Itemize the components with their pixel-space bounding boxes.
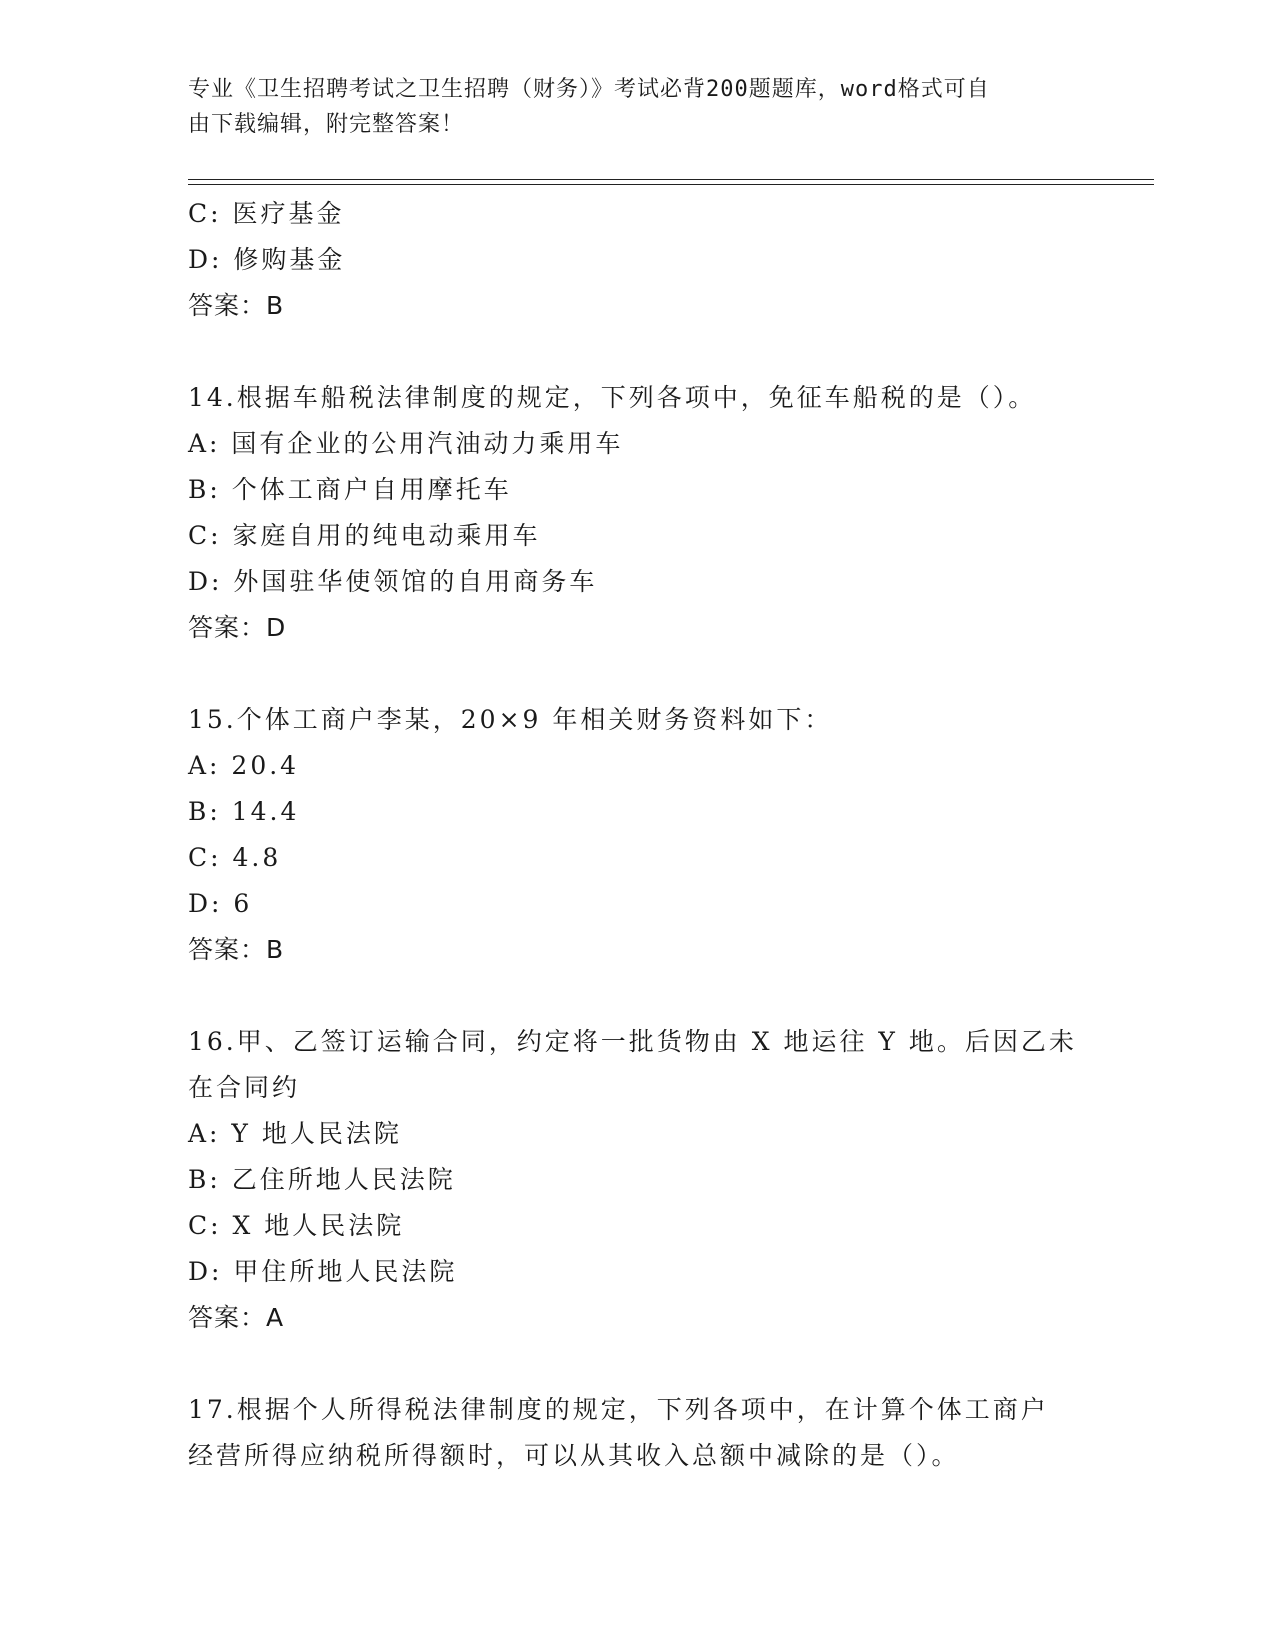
answer: 答案：D [188, 613, 287, 642]
answer: 答案：B [188, 935, 285, 964]
option-b: B: 14.4 [188, 797, 300, 826]
header-line-1: 专业《卫生招聘考试之卫生招聘（财务）》考试必背200题题库，word格式可自 [188, 77, 990, 102]
option-d: D: 甲住所地人民法院 [188, 1257, 458, 1286]
header-line-2: 由下载编辑，附完整答案！ [188, 112, 465, 137]
question-stem-line-1: 16.甲、乙签订运输合同，约定将一批货物由 X 地运往 Y 地。后因乙未 [188, 1027, 1077, 1056]
question-14 [188, 375, 1088, 651]
option-d: D: 修购基金 [188, 245, 346, 274]
question-17 [188, 1387, 1088, 1479]
option-d: D: 6 [188, 889, 253, 918]
answer: 答案：A [188, 1303, 285, 1332]
header-divider-top [188, 179, 1154, 180]
spacer [188, 651, 1088, 697]
question-13 [188, 191, 1088, 329]
answer: 答案：B [188, 291, 285, 320]
spacer [188, 1341, 1088, 1387]
question-list [188, 191, 1088, 1479]
option-a: A: 20.4 [188, 751, 300, 780]
option-b: B: 乙住所地人民法院 [188, 1165, 456, 1194]
option-c: C: X 地人民法院 [188, 1211, 405, 1240]
question-16 [188, 1019, 1088, 1341]
question-15 [188, 697, 1088, 973]
option-a: A: 国有企业的公用汽油动力乘用车 [188, 429, 624, 458]
option-d: D: 外国驻华使领馆的自用商务车 [188, 567, 598, 596]
question-stem-line-1: 17.根据个人所得税法律制度的规定，下列各项中，在计算个体工商户 [188, 1395, 1049, 1424]
option-b: B: 个体工商户自用摩托车 [188, 475, 512, 504]
option-c: C: 家庭自用的纯电动乘用车 [188, 521, 541, 550]
option-c: C: 4.8 [188, 843, 282, 872]
question-stem: 14.根据车船税法律制度的规定，下列各项中，免征车船税的是（）。 [188, 383, 1037, 412]
spacer [188, 973, 1088, 1019]
option-a: A: Y 地人民法院 [188, 1119, 402, 1148]
document-header [188, 72, 1088, 142]
question-stem-line-2: 经营所得应纳税所得额时，可以从其收入总额中减除的是（）。 [188, 1441, 960, 1470]
option-c: C: 医疗基金 [188, 199, 345, 228]
question-stem: 15.个体工商户李某，20×9 年相关财务资料如下： [188, 705, 833, 734]
header-divider-bottom [188, 184, 1154, 185]
question-stem-line-2: 在合同约 [188, 1073, 301, 1102]
spacer [188, 329, 1088, 375]
